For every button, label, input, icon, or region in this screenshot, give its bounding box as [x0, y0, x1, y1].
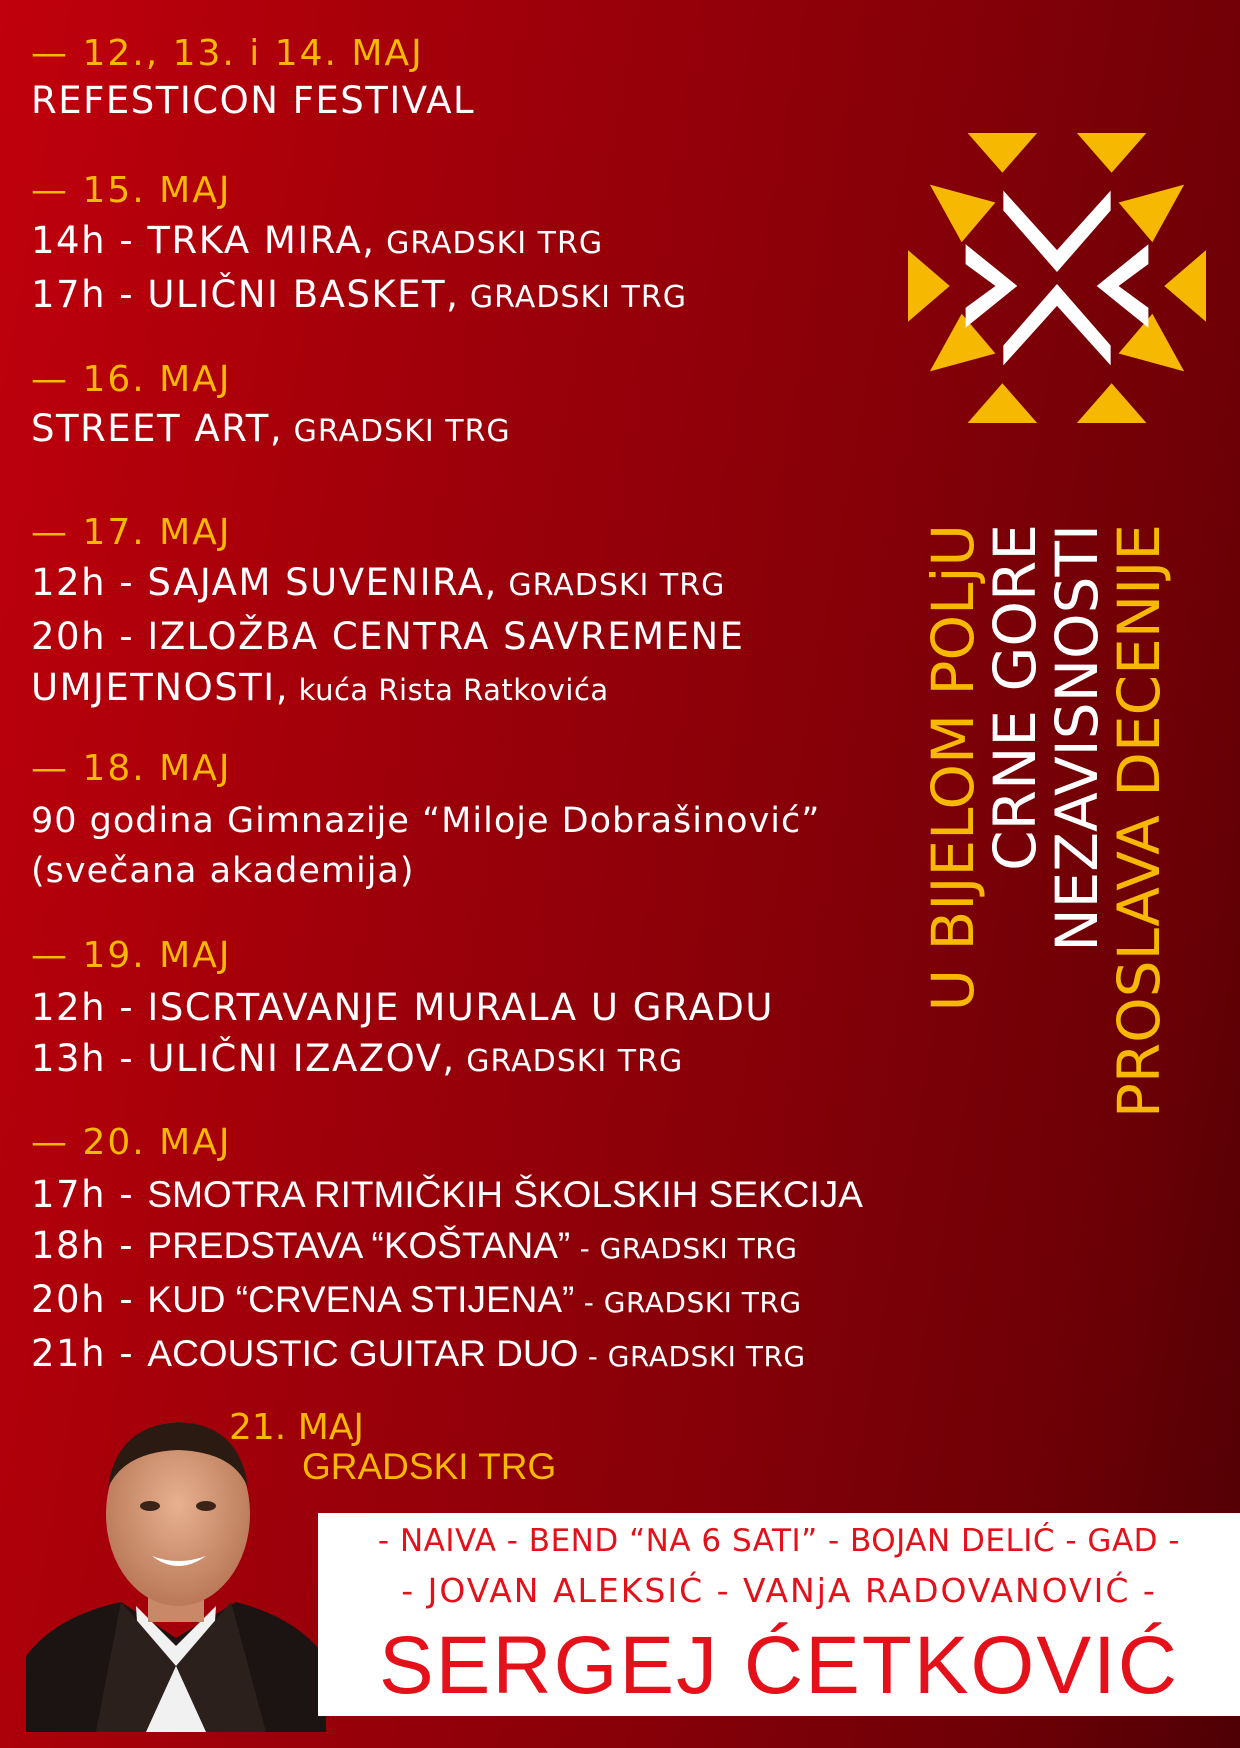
montenegro-independence-logo-icon: [908, 132, 1206, 424]
day-block-16-maj: [31, 360, 511, 457]
event-title: KUD “CRVENA STIJENA”: [147, 1279, 575, 1320]
day-header: — 18. MAJ: [31, 748, 232, 789]
event-ulicni-basket: [31, 269, 687, 323]
event-guitar-duo: [31, 1328, 863, 1382]
event-venue: GRADSKI TRG: [497, 568, 726, 603]
event-izlozba-cont: [31, 662, 745, 716]
day-block-20-maj: [31, 1123, 863, 1382]
event-venue: - GRADSKI TRG: [574, 1286, 802, 1319]
event-venue: GRADSKI TRG: [455, 1044, 684, 1079]
event-izlozba: [31, 611, 745, 662]
event-time: 21h -: [31, 1332, 148, 1375]
event-murali: [31, 982, 774, 1033]
day-header: — 19. MAJ: [31, 935, 232, 976]
event-title: (svečana akademija): [31, 851, 415, 891]
day-block-12-14-maj: [31, 34, 475, 126]
day-block-18-maj: [31, 749, 820, 896]
event-title: ISCRTAVANJE MURALA U GRADU: [147, 986, 774, 1029]
day-header: — 15. MAJ: [31, 170, 232, 211]
singer-portrait-icon: [26, 1406, 326, 1732]
event-venue: GRADSKI TRG: [375, 226, 604, 261]
event-smotra: [31, 1169, 863, 1220]
event-gimnazija: [31, 796, 820, 846]
event-title: UMJETNOSTI,: [31, 666, 289, 709]
day-block-17-maj: [31, 513, 745, 716]
event-venue: kuća Rista Ratkovića: [288, 673, 609, 707]
day-header: — 16. MAJ: [31, 359, 232, 400]
event-title: STREET ART,: [31, 407, 284, 450]
event-refesticon: [31, 75, 475, 126]
event-akademija: [31, 846, 820, 896]
day-block-19-maj: [31, 936, 774, 1087]
event-time: 20h -: [31, 615, 148, 658]
day-header: — 12., 13. i 14. MAJ: [31, 33, 424, 74]
final-venue: GRADSKI TRG: [302, 1446, 557, 1487]
event-kostana: [31, 1220, 863, 1274]
event-sajam-suvenira: [31, 557, 745, 611]
event-venue: GRADSKI TRG: [283, 414, 511, 449]
title-line-3: CRNE GORE: [981, 524, 1049, 871]
event-kud: [31, 1274, 863, 1328]
event-time: 17h -: [31, 1173, 148, 1216]
event-time: 20h -: [31, 1278, 148, 1321]
event-title: SAJAM SUVENIRA,: [147, 561, 498, 604]
event-time: 14h -: [31, 219, 148, 262]
event-title: IZLOŽBA CENTRA SAVREMENE: [147, 615, 745, 658]
lineup-box: [318, 1513, 1240, 1716]
title-line-1: PROSLAVA DECENIJE: [1105, 524, 1173, 1119]
event-title: ACOUSTIC GUITAR DUO: [147, 1333, 579, 1374]
title-line-2: NEZAVISNOSTI: [1043, 524, 1111, 952]
headliner: SERGEJ ĆETKOVIĆ: [378, 1620, 1180, 1711]
day-header: — 20. MAJ: [31, 1122, 232, 1163]
event-title: ULIČNI BASKET,: [147, 273, 460, 316]
event-time: 13h -: [31, 1037, 148, 1080]
event-venue: GRADSKI TRG: [459, 280, 687, 315]
day-block-15-maj: [31, 171, 687, 323]
event-venue: - GRADSKI TRG: [570, 1232, 798, 1265]
final-date: 21. MAJ: [229, 1407, 364, 1448]
event-ulicni-izazov: [31, 1033, 774, 1087]
day-header: — 17. MAJ: [31, 512, 232, 553]
event-street-art: [31, 403, 511, 457]
event-time: 18h -: [31, 1224, 148, 1267]
event-title: SMOTRA RITMIČKIH ŠKOLSKIH SEKCIJA: [147, 1174, 863, 1215]
event-time: 12h -: [31, 561, 148, 604]
event-title: TRKA MIRA,: [147, 219, 376, 262]
event-time: 17h -: [31, 273, 148, 316]
event-title: REFESTICON FESTIVAL: [31, 79, 476, 122]
title-line-4: U BIJELOM POLjU: [919, 524, 987, 1012]
event-title: 90 godina Gimnazije “Miloje Dobrašinović”: [31, 801, 821, 841]
event-venue: - GRADSKI TRG: [578, 1340, 806, 1373]
event-trka-mira: [31, 215, 687, 269]
vertical-title: [920, 524, 1180, 1304]
lineup-row-2: - JOVAN ALEKSIĆ - VANjA RADOVANOVIĆ -: [401, 1571, 1157, 1610]
event-title: PREDSTAVA “KOŠTANA”: [147, 1225, 571, 1266]
lineup-row-1: - NAIVA - BEND “NA 6 SATI” - BOJAN DELIĆ - GAD -: [377, 1523, 1181, 1559]
event-time: 12h -: [31, 986, 148, 1029]
event-title: ULIČNI IZAZOV,: [147, 1037, 456, 1080]
